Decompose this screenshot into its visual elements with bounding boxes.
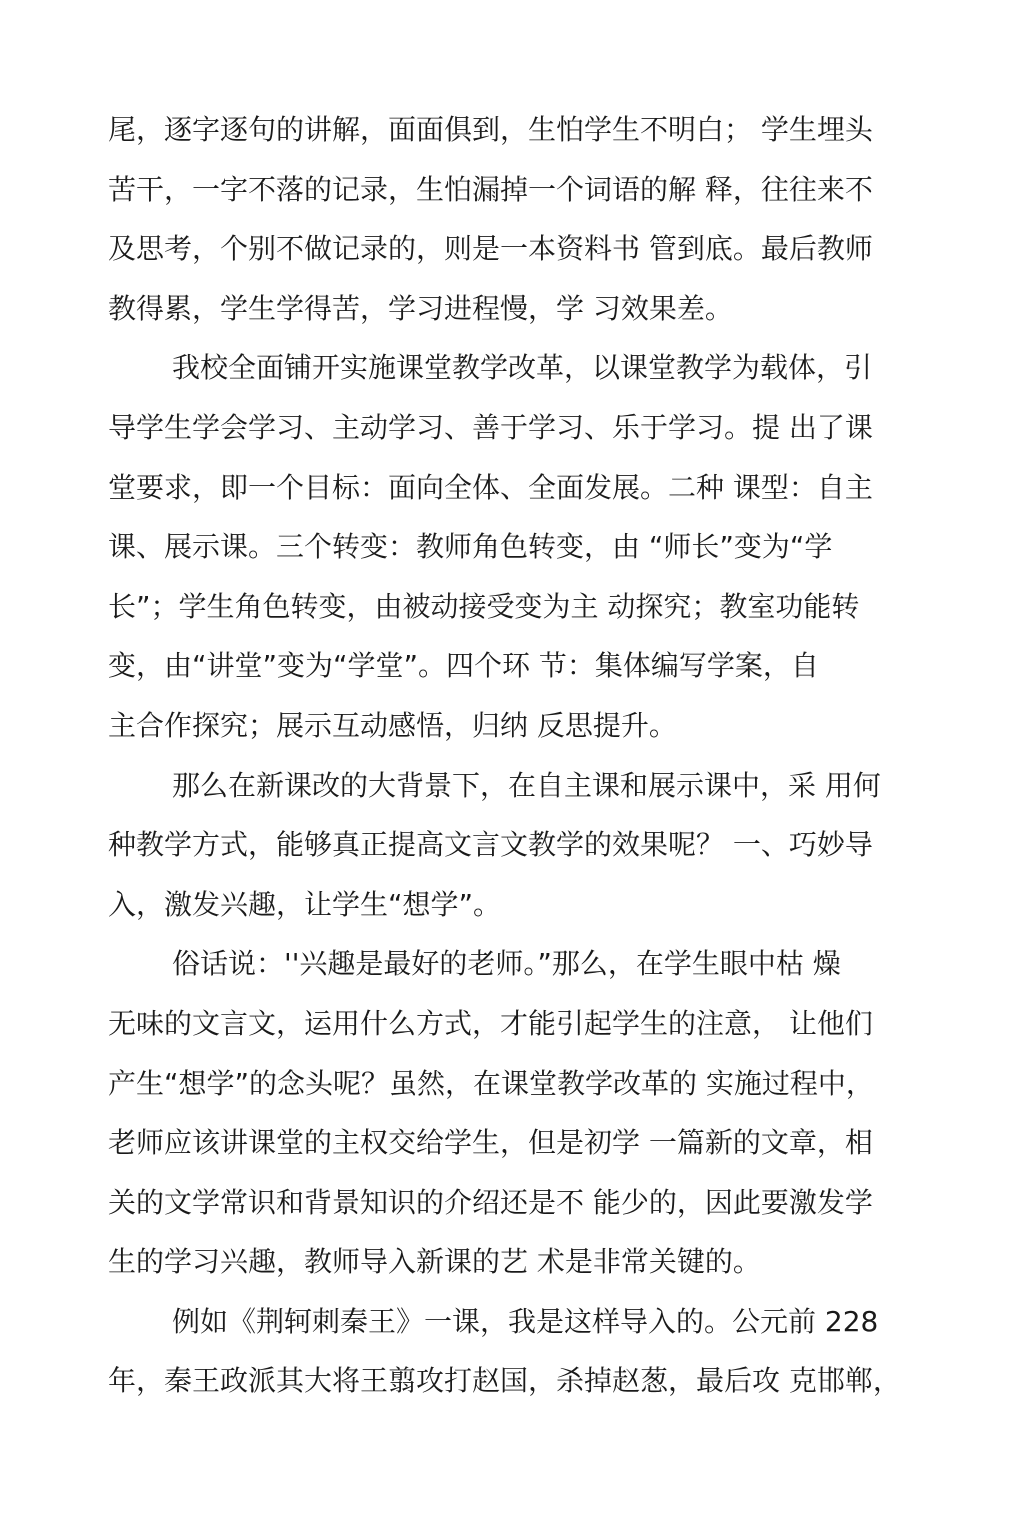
text-line: 俗话说：''兴趣是最好的老师。”那么，在学生眼中枯 燥 [172, 947, 841, 981]
text-line: 导学生学会学习、主动学习、善于学习、乐于学习。提 出了课 [108, 410, 873, 444]
text-line: 尾，逐字逐句的讲解，面面俱到，生怕学生不明白； 学生埋头 [108, 113, 873, 146]
text-line: 课、展示课。三个转变：教师角色转变，由 “师长”变为“学 [108, 530, 833, 564]
text-line: 产生“想学”的念头呢？虽然，在课堂教学改革的 实施过程中， [108, 1066, 874, 1100]
text-line: 种教学方式，能够真正提高文言文教学的效果呢？ 一、巧妙导 [108, 828, 873, 862]
text-line: 主合作探究；展示互动感悟，归纳 反思提升。 [108, 708, 677, 742]
document-page [108, 100, 928, 1411]
text-line: 变，由“讲堂”变为“学堂”。四个环 节：集体编写学案，自 [108, 649, 819, 683]
paragraph-1 [108, 100, 928, 338]
text-line: 无味的文言文，运用什么方式，才能引起学生的注意， 让他们 [108, 1006, 873, 1040]
paragraph-3 [108, 756, 928, 935]
text-line: 入，激发兴趣，让学生“想学”。 [108, 887, 502, 921]
text-line: 教得累，学生学得苦，学习进程慢，学 习效果差。 [108, 291, 733, 325]
paragraph-4 [108, 934, 928, 1292]
text-line: 那么在新课改的大背景下，在自主课和展示课中，采 用何 [172, 768, 881, 802]
text-line: 及思考，个别不做记录的，则是一本资料书 管到底。最后教师 [108, 232, 873, 266]
text-line: 我校全面铺开实施课堂教学改革，以课堂教学为载体，引 [172, 351, 873, 385]
text-line: 老师应该讲课堂的主权交给学生，但是初学 一篇新的文章，相 [108, 1126, 873, 1160]
text-line: 关的文学常识和背景知识的介绍还是不 能少的，因此要激发学 [108, 1185, 873, 1219]
text-line: 长”；学生角色转变，由被动接受变为主 动探究；教室功能转 [108, 589, 860, 623]
paragraph-5 [108, 1292, 928, 1411]
text-line: 年，秦王政派其大将王翦攻打赵国，杀掉赵葱，最后攻 克邯郸， [108, 1364, 901, 1398]
text-line: 例如《荆轲刺秦王》一课，我是这样导入的。公元前 228 [172, 1304, 879, 1338]
text-line: 堂要求，即一个目标：面向全体、全面发展。二种 课型：自主 [108, 470, 873, 504]
paragraph-2 [108, 338, 928, 755]
text-line: 生的学习兴趣，教师导入新课的艺 术是非常关键的。 [108, 1245, 761, 1279]
text-line: 苦干，一字不落的记录，生怕漏掉一个词语的解 释，往往来不 [108, 172, 873, 206]
